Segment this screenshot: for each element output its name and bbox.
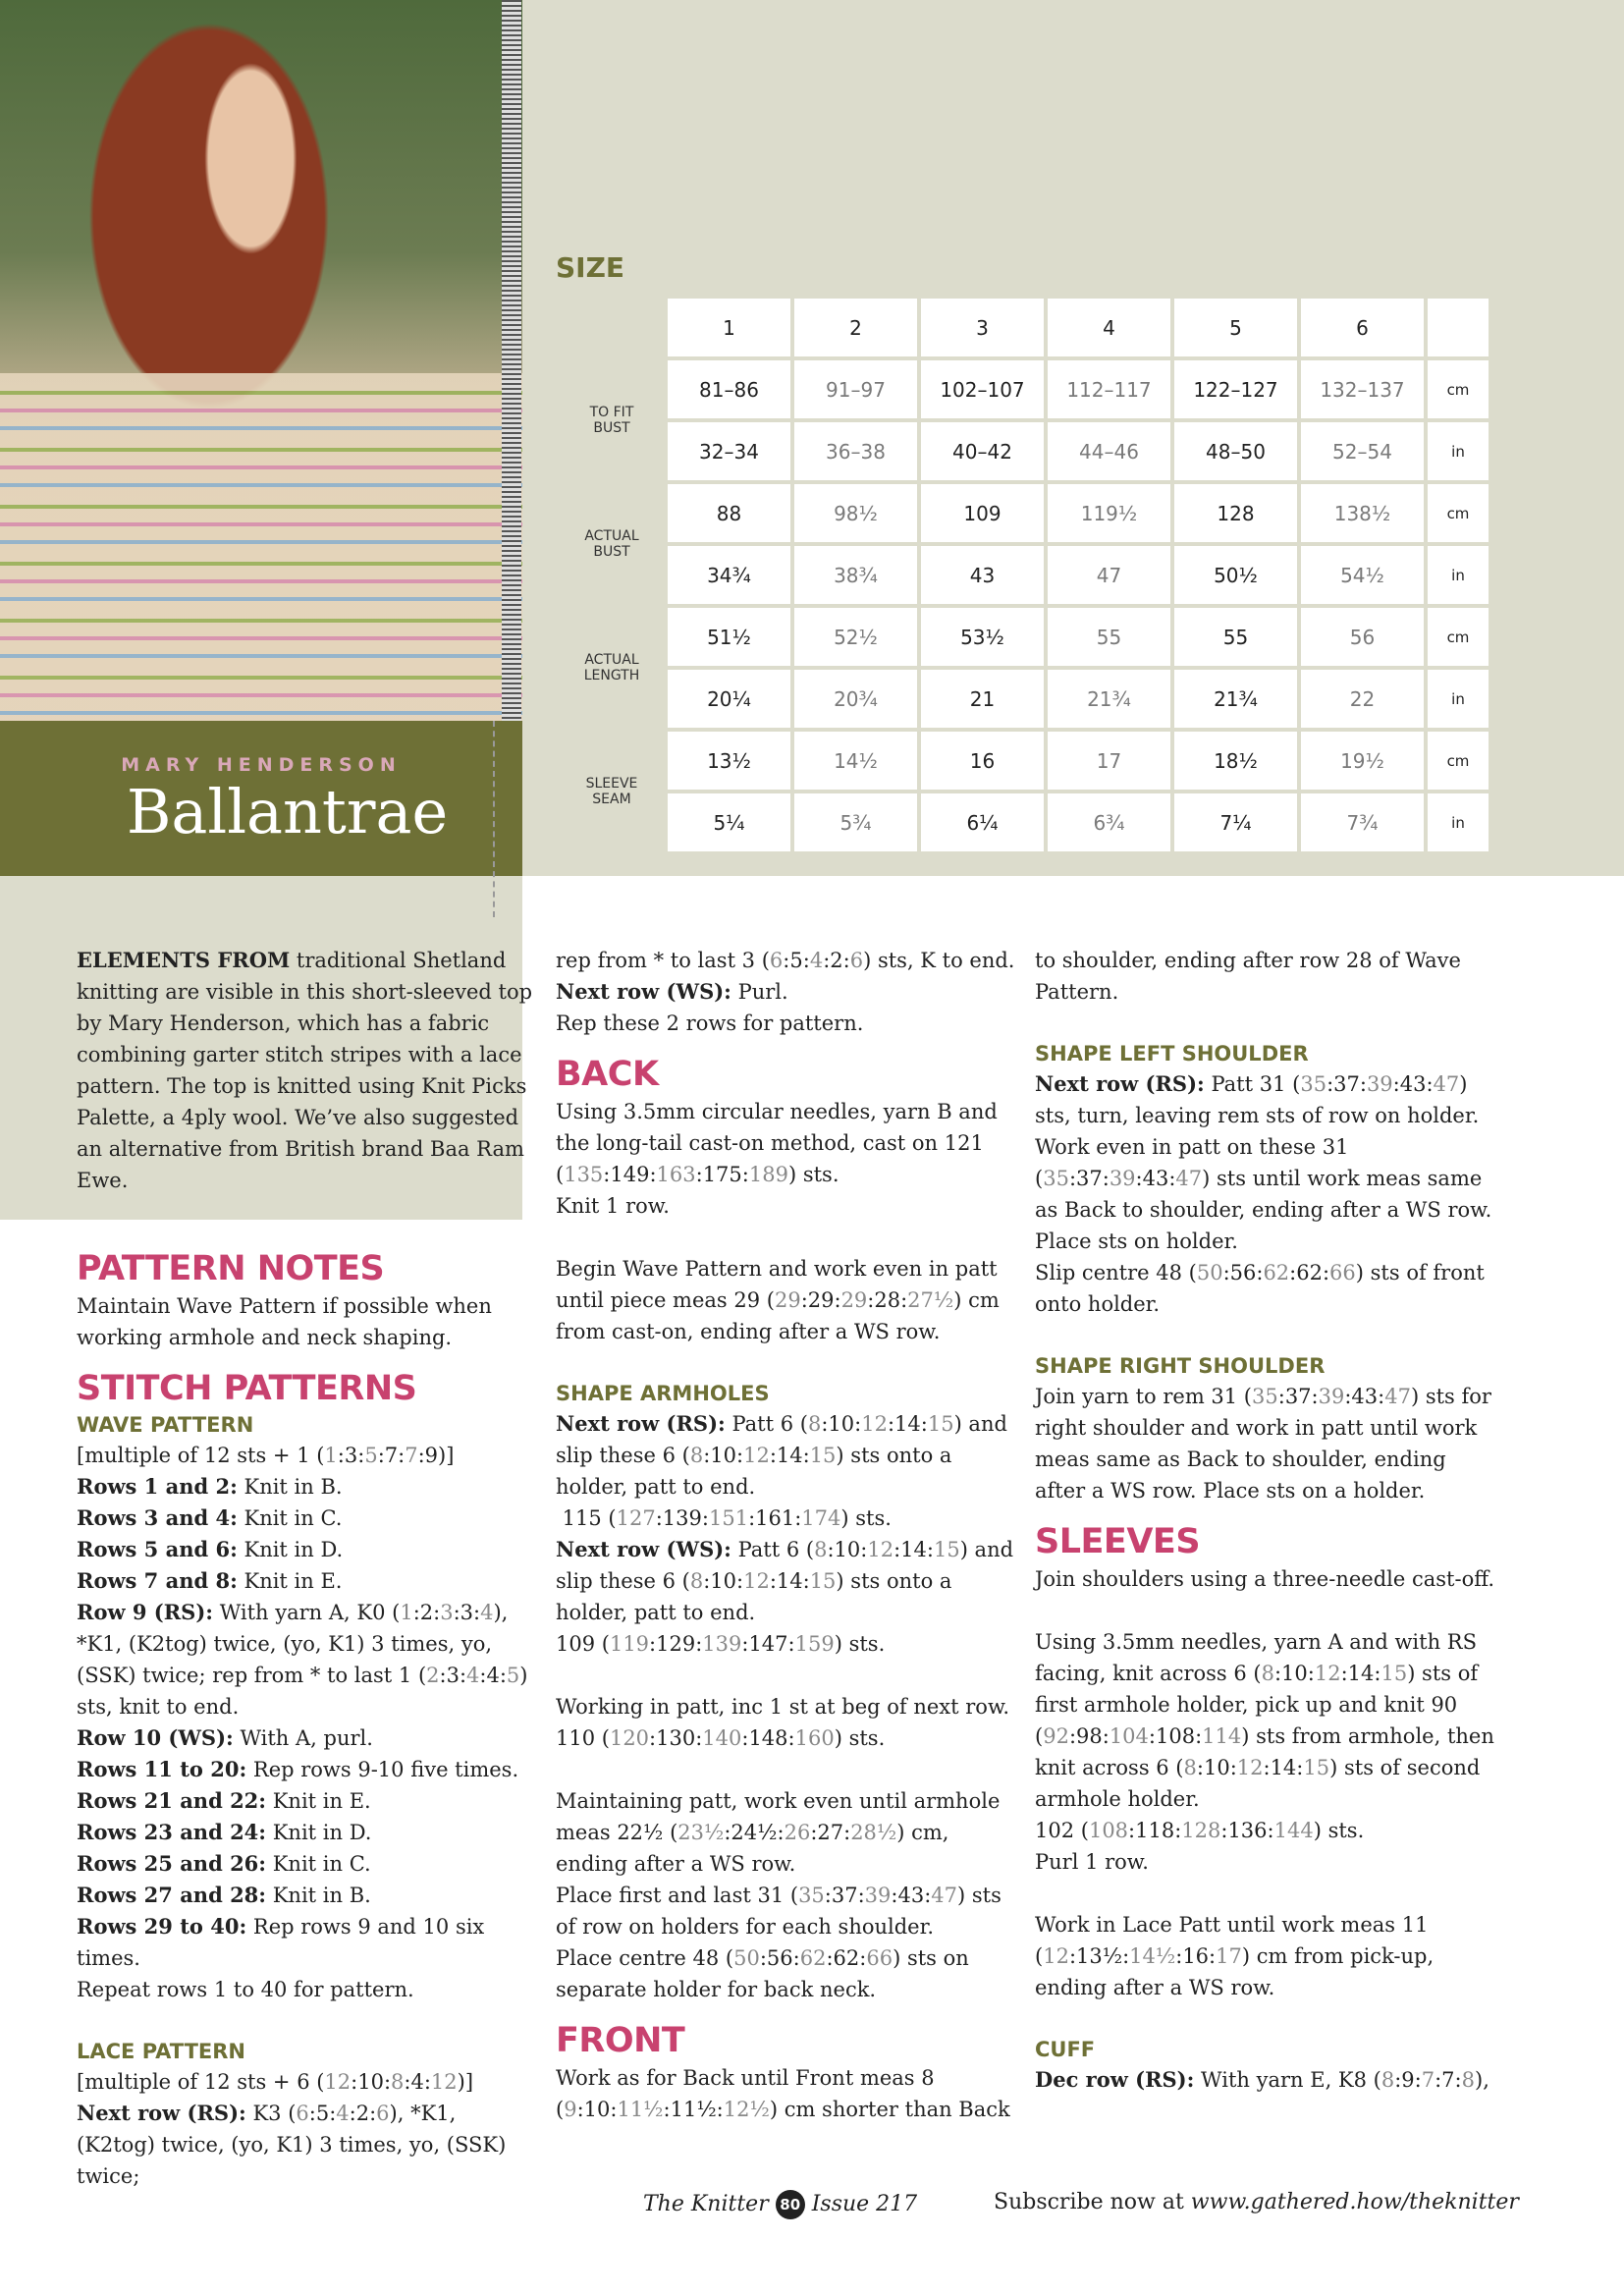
measurement-label bbox=[560, 732, 664, 851]
size-value: 52–54 bbox=[1301, 422, 1424, 480]
size-value: 21 bbox=[921, 670, 1044, 728]
left-shoulder-text: Slip centre 48 (50:56:62:62:66) sts of front onto holder. bbox=[1035, 1261, 1485, 1316]
unit-label: cm bbox=[1428, 360, 1489, 418]
size-number: 4 bbox=[1048, 299, 1170, 356]
size-value: 20¾ bbox=[794, 670, 917, 728]
wave-row: Rows 1 and 2: Knit in B. bbox=[77, 1474, 343, 1499]
size-value: 43 bbox=[921, 546, 1044, 604]
wave-row: Rows 27 and 28: Knit in B. bbox=[77, 1883, 371, 1907]
subscribe-label: Subscribe now at bbox=[994, 2190, 1184, 2214]
size-value: 122–127 bbox=[1174, 360, 1297, 418]
author-name: MARY HENDERSON bbox=[121, 754, 402, 776]
size-value: 54½ bbox=[1301, 546, 1424, 604]
size-value: 5¾ bbox=[794, 793, 917, 851]
unit-header-blank bbox=[1428, 299, 1489, 356]
wave-row: Rows 23 and 24: Knit in D. bbox=[77, 1820, 372, 1844]
size-value: 7¾ bbox=[1301, 793, 1424, 851]
unit-label: in bbox=[1428, 793, 1489, 851]
size-number: 5 bbox=[1174, 299, 1297, 356]
wave-row: Rows 11 to 20: Rep rows 9-10 five times. bbox=[77, 1757, 519, 1781]
lace-pattern-heading: LACE PATTERN bbox=[77, 2040, 246, 2063]
size-value: 102–107 bbox=[921, 360, 1044, 418]
armhole-text: Place first and last 31 (35:37:39:43:47) sts of row on holders for each shoulder. bbox=[556, 1884, 1001, 1939]
back-heading: BACK bbox=[556, 1055, 659, 1094]
size-value: 36–38 bbox=[794, 422, 917, 480]
column-3 bbox=[1035, 945, 1496, 2096]
left-shoulder-text: Work even in patt on these 31 (35:37:39:43:47) sts until work meas same as Back to shoulder, ending after a WS row. bbox=[1035, 1135, 1492, 1222]
size-value: 18½ bbox=[1174, 732, 1297, 790]
armhole-count: 109 (119:129:139:147:159) sts. bbox=[556, 1632, 886, 1656]
size-value: 20¼ bbox=[668, 670, 790, 728]
measurement-label-line: BUST bbox=[593, 544, 630, 560]
footer-magazine bbox=[643, 2190, 917, 2219]
size-row bbox=[560, 608, 1489, 666]
size-value: 40–42 bbox=[921, 422, 1044, 480]
size-value: 21¾ bbox=[1048, 670, 1170, 728]
size-value: 17 bbox=[1048, 732, 1170, 790]
size-value: 56 bbox=[1301, 608, 1424, 666]
size-table bbox=[556, 295, 1492, 855]
wave-repeat: Repeat rows 1 to 40 for pattern. bbox=[77, 1978, 414, 2001]
measurement-label bbox=[560, 484, 664, 604]
measurement-label bbox=[560, 608, 664, 728]
wave-row: Rows 5 and 6: Knit in D. bbox=[77, 1537, 344, 1561]
measurement-label-line: TO FIT bbox=[589, 405, 634, 420]
wave-row: Rows 25 and 26: Knit in C. bbox=[77, 1851, 371, 1876]
wave-row: Row 10 (WS): With A, purl. bbox=[77, 1725, 373, 1750]
shape-right-shoulder-heading: SHAPE RIGHT SHOULDER bbox=[1035, 1354, 1326, 1378]
intro-paragraph bbox=[77, 945, 538, 1196]
front-text-cont: to shoulder, ending after row 28 of Wave Pattern. bbox=[1035, 949, 1461, 1004]
shape-left-shoulder-heading: SHAPE LEFT SHOULDER bbox=[1035, 1042, 1309, 1066]
size-value: 48–50 bbox=[1174, 422, 1297, 480]
size-value: 109 bbox=[921, 484, 1044, 542]
size-value: 51½ bbox=[668, 608, 790, 666]
size-value: 14½ bbox=[794, 732, 917, 790]
measurement-label-line: SEAM bbox=[592, 792, 631, 807]
page-number: 80 bbox=[776, 2190, 805, 2219]
intro-lead: ELEMENTS FROM bbox=[77, 948, 291, 972]
sweater-texture bbox=[0, 373, 522, 721]
size-value: 88 bbox=[668, 484, 790, 542]
armhole-row: Next row (WS): Patt 6 (8:10:12:14:15) and slip these 6 (8:10:12:14:15) sts onto a holder, patt to end. bbox=[556, 1537, 1014, 1624]
pattern-notes-heading: PATTERN NOTES bbox=[77, 1249, 385, 1288]
lace-multiple: [multiple of 12 sts + 6 (12:10:8:4:12)] bbox=[77, 2070, 474, 2094]
size-value: 6¾ bbox=[1048, 793, 1170, 851]
pattern-title: Ballantrae bbox=[126, 776, 449, 847]
size-header-row bbox=[560, 299, 1489, 356]
stitch-patterns-heading: STITCH PATTERNS bbox=[77, 1369, 417, 1408]
unit-label: cm bbox=[1428, 484, 1489, 542]
back-text: Knit 1 row. bbox=[556, 1194, 670, 1218]
size-value: 47 bbox=[1048, 546, 1170, 604]
unit-label: in bbox=[1428, 546, 1489, 604]
measurement-label-line: ACTUAL bbox=[584, 528, 639, 544]
size-number: 3 bbox=[921, 299, 1044, 356]
sleeves-text: 102 (108:118:128:136:144) sts. bbox=[1035, 1819, 1365, 1842]
size-value: 50½ bbox=[1174, 546, 1297, 604]
measurement-label bbox=[560, 360, 664, 480]
size-value: 53½ bbox=[921, 608, 1044, 666]
back-text: Begin Wave Pattern and work even in patt until piece meas 29 (29:29:29:28:27½) cm from cast-on, ending after a WS row. bbox=[556, 1257, 1000, 1343]
front-heading: FRONT bbox=[556, 2021, 685, 2060]
size-row bbox=[560, 422, 1489, 480]
size-row bbox=[560, 546, 1489, 604]
sleeves-text: Purl 1 row. bbox=[1035, 1850, 1149, 1874]
wave-row: Row 9 (RS): With yarn A, K0 (1:2:3:3:4), *K1, (K2tog) twice, (yo, K1) 3 times, yo, (SSK) twice; rep from * to last 1 (2:3:4:4:5) sts, knit to end. bbox=[77, 1600, 528, 1719]
size-value: 22 bbox=[1301, 670, 1424, 728]
size-number: 2 bbox=[794, 299, 917, 356]
size-row bbox=[560, 360, 1489, 418]
wave-row: Rows 21 and 22: Knit in E. bbox=[77, 1788, 371, 1813]
size-value: 34¾ bbox=[668, 546, 790, 604]
size-row bbox=[560, 484, 1489, 542]
size-value: 81–86 bbox=[668, 360, 790, 418]
binding-edge bbox=[502, 0, 521, 721]
size-row bbox=[560, 670, 1489, 728]
measurement-label-line: SLEEVE bbox=[585, 776, 638, 792]
measurement-label-line: ACTUAL bbox=[584, 652, 639, 668]
size-value: 16 bbox=[921, 732, 1044, 790]
wave-row: Rows 7 and 8: Knit in E. bbox=[77, 1568, 343, 1593]
size-value: 128 bbox=[1174, 484, 1297, 542]
lace-row: Next row (WS): Purl. bbox=[556, 979, 788, 1004]
unit-label: cm bbox=[1428, 608, 1489, 666]
unit-label: in bbox=[1428, 670, 1489, 728]
front-text: Work as for Back until Front meas 8 (9:10:11½:11½:12½) cm shorter than Back bbox=[556, 2066, 1010, 2121]
size-value: 98½ bbox=[794, 484, 917, 542]
size-row bbox=[560, 732, 1489, 790]
sleeves-heading: SLEEVES bbox=[1035, 1522, 1201, 1561]
size-number: 1 bbox=[668, 299, 790, 356]
size-value: 55 bbox=[1174, 608, 1297, 666]
back-text: Using 3.5mm circular needles, yarn B and the long-tail cast-on method, cast on 121 (135:149:163:175:189) sts. bbox=[556, 1100, 998, 1186]
subscribe-link[interactable]: www.gathered.how/theknitter bbox=[1190, 2190, 1519, 2214]
measurement-label-line: BUST bbox=[593, 420, 630, 436]
size-number: 6 bbox=[1301, 299, 1424, 356]
armhole-text: Place centre 48 (50:56:62:62:66) sts on separate holder for back neck. bbox=[556, 1946, 969, 2001]
size-value: 32–34 bbox=[668, 422, 790, 480]
unit-label: in bbox=[1428, 422, 1489, 480]
size-value: 138½ bbox=[1301, 484, 1424, 542]
left-shoulder-text: Next row (RS): Patt 31 (35:37:39:43:47) sts, turn, leaving rem sts of row on holder. bbox=[1035, 1071, 1480, 1127]
lace-row-cont: rep from * to last 3 (6:5:4:2:6) sts, K to end. bbox=[556, 949, 1015, 972]
issue-number: Issue 217 bbox=[811, 2192, 918, 2216]
size-value: 112–117 bbox=[1048, 360, 1170, 418]
size-value: 132–137 bbox=[1301, 360, 1424, 418]
wave-multiple: [multiple of 12 sts + 1 (1:3:5:7:7:9)] bbox=[77, 1444, 455, 1467]
size-value: 119½ bbox=[1048, 484, 1170, 542]
lace-repeat: Rep these 2 rows for pattern. bbox=[556, 1011, 864, 1035]
sleeves-text: Using 3.5mm needles, yarn A and with RS facing, knit across 6 (8:10:12:14:15) sts of first armhole holder, pick up and knit 90 (92:98:104:108:114) sts from armhole, then knit across 6 (8:10:12:14:15) sts of second armhole holder. bbox=[1035, 1630, 1494, 1811]
size-value: 55 bbox=[1048, 608, 1170, 666]
size-heading: SIZE bbox=[556, 251, 625, 284]
footer-subscribe bbox=[994, 2190, 1519, 2214]
size-value: 19½ bbox=[1301, 732, 1424, 790]
armhole-text: Working in patt, inc 1 st at beg of next row. 110 (120:130:140:148:160) sts. bbox=[556, 1695, 1010, 1750]
dashed-divider bbox=[493, 721, 495, 917]
intro-text: traditional Shetland knitting are visible in this short-sleeved top by Mary Henderson, which has a fabric combining garter stitch stripes with a lace pattern. The top is knitted using Knit Picks Palette, a 4ply wool. We’ve also suggested an alternative from British brand Baa Ram Ewe. bbox=[77, 949, 533, 1192]
size-value: 7¼ bbox=[1174, 793, 1297, 851]
wave-row: Rows 3 and 4: Knit in C. bbox=[77, 1505, 343, 1530]
pattern-notes-text: Maintain Wave Pattern if possible when working armhole and neck shaping. bbox=[77, 1294, 492, 1349]
armhole-text: Maintaining patt, work even until armhole meas 22½ (23½:24½:26:27:28½) cm, ending after a WS row. bbox=[556, 1789, 1001, 1876]
left-shoulder-text: Place sts on holder. bbox=[1035, 1229, 1238, 1253]
magazine-name: The Knitter bbox=[643, 2192, 769, 2216]
column-2 bbox=[556, 945, 1017, 2125]
sleeves-text: Join shoulders using a three-needle cast-off. bbox=[1035, 1567, 1495, 1591]
measurement-label-line: LENGTH bbox=[583, 668, 640, 683]
armhole-count: 115 (127:139:151:161:174) sts. bbox=[556, 1506, 892, 1530]
size-value: 6¼ bbox=[921, 793, 1044, 851]
lace-row: Next row (RS): K3 (6:5:4:2:6), *K1, (K2tog) twice, (yo, K1) 3 times, yo, (SSK) twice; bbox=[77, 2101, 507, 2188]
wave-pattern-heading: WAVE PATTERN bbox=[77, 1413, 254, 1437]
wave-row: Rows 29 to 40: Rep rows 9 and 10 six times. bbox=[77, 1914, 485, 1970]
size-value: 5¼ bbox=[668, 793, 790, 851]
size-row bbox=[560, 793, 1489, 851]
sleeves-text: Work in Lace Patt until work meas 11 (12:13½:14½:16:17) cm from pick-up, ending after a WS row. bbox=[1035, 1913, 1435, 1999]
cuff-heading: CUFF bbox=[1035, 2038, 1096, 2061]
unit-label: cm bbox=[1428, 732, 1489, 790]
model-photo bbox=[0, 0, 522, 721]
column-1 bbox=[77, 945, 538, 2192]
shape-armholes-heading: SHAPE ARMHOLES bbox=[556, 1382, 770, 1405]
size-value: 52½ bbox=[794, 608, 917, 666]
size-value: 44–46 bbox=[1048, 422, 1170, 480]
size-value: 91–97 bbox=[794, 360, 917, 418]
right-shoulder-text: Join yarn to rem 31 (35:37:39:43:47) sts for right shoulder and work in patt until work meas same as Back to shoulder, ending after a WS row. Place sts on a holder. bbox=[1035, 1385, 1491, 1503]
size-value: 13½ bbox=[668, 732, 790, 790]
armhole-row: Next row (RS): Patt 6 (8:10:12:14:15) and slip these 6 (8:10:12:14:15) sts onto a holder, patt to end. bbox=[556, 1411, 1007, 1499]
size-value: 38¾ bbox=[794, 546, 917, 604]
cuff-text: Dec row (RS): With yarn E, K8 (8:9:7:7:8), bbox=[1035, 2067, 1489, 2092]
size-header-blank bbox=[560, 299, 664, 356]
size-value: 21¾ bbox=[1174, 670, 1297, 728]
